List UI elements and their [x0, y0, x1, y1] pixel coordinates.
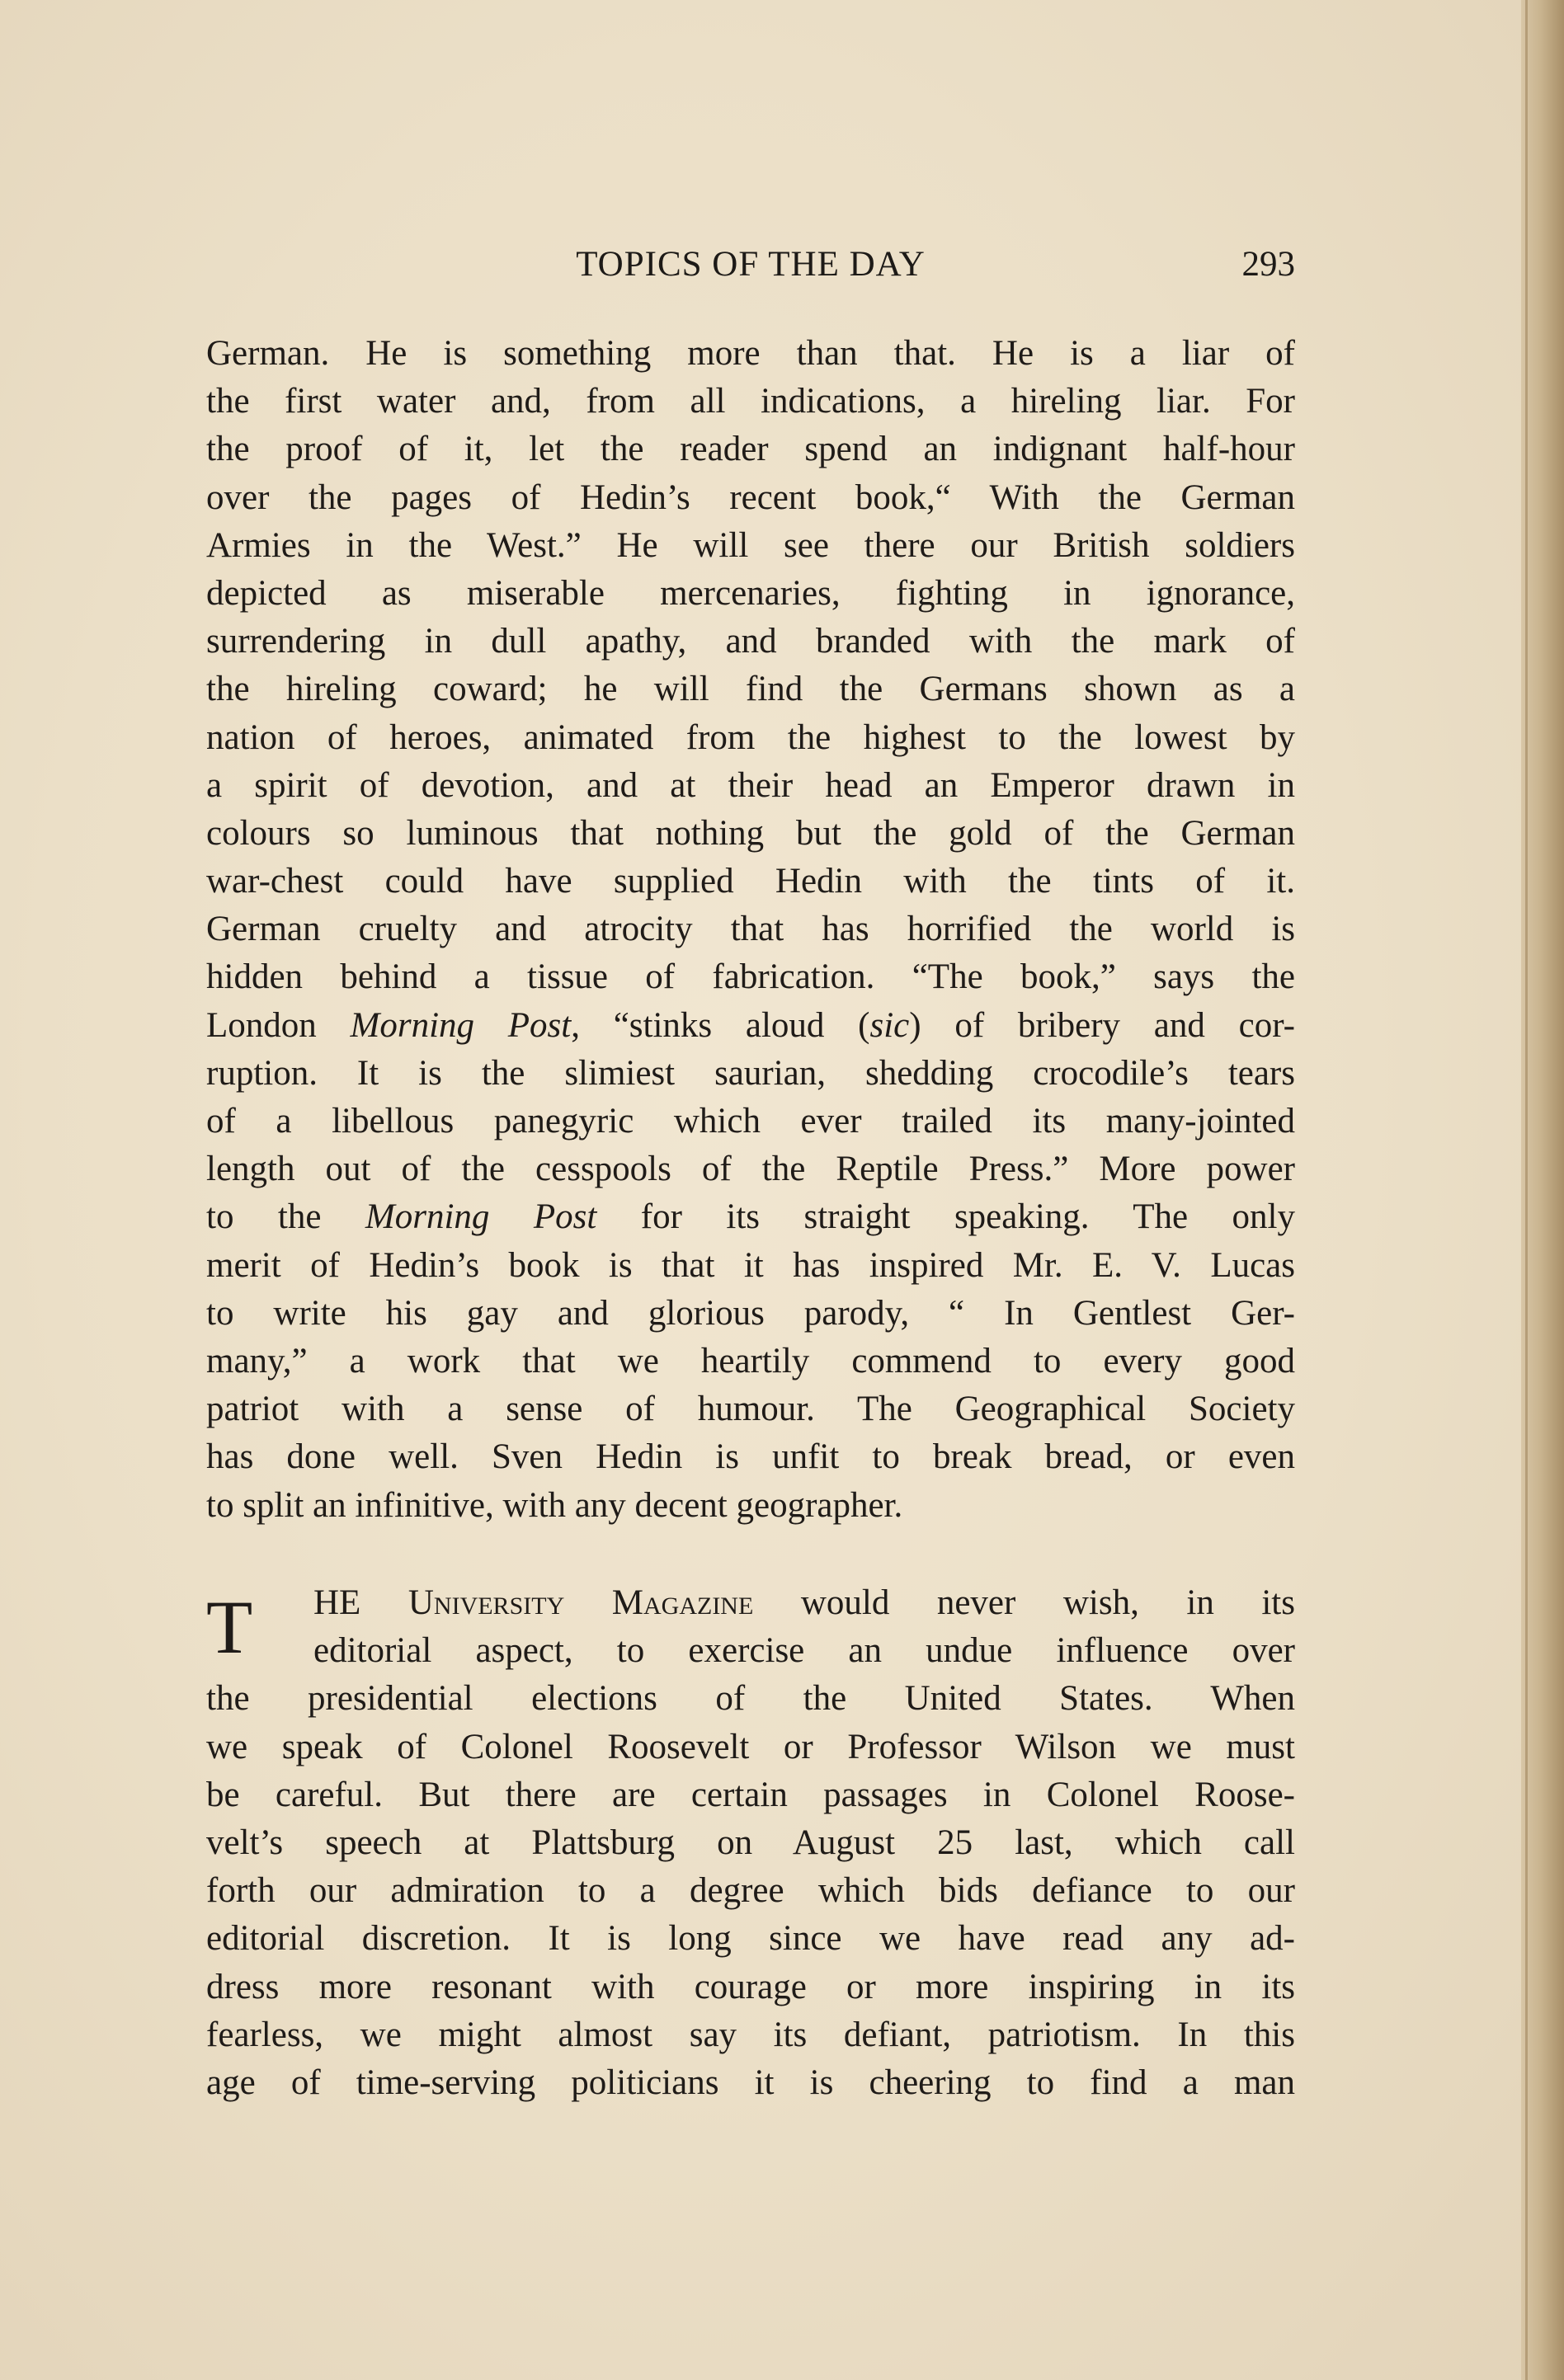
text-line: Armies in the West.” He will see there our British soldiers: [206, 525, 1295, 565]
text-line: dress more resonant with courage or more inspiring in its: [206, 1967, 1295, 2006]
paragraph-1: [206, 330, 1295, 1530]
italic-text: Morning Post: [365, 1197, 597, 1237]
text-line: ruption. It is the slimiest saurian, shedding crocodile’s tears: [206, 1053, 1295, 1093]
text-line: the hireling coward; he will find the Germans shown as a: [206, 670, 1295, 709]
text-line: velt’s speech at Plattsburg on August 25 last, which call: [206, 1823, 1295, 1862]
text-line: German cruelty and atrocity that has horrified the world is: [206, 910, 1295, 949]
text-line: the proof of it, let the reader spend an indignant half-hour: [206, 430, 1295, 469]
page-edge-shadow: [1525, 0, 1528, 2380]
text-line: has done well. Sven Hedin is unfit to break bread, or even: [206, 1437, 1295, 1477]
small-caps-text: University Magazine: [407, 1583, 754, 1622]
italic-text: Morning Post: [350, 1005, 572, 1045]
italic-text: sic: [869, 1005, 910, 1045]
text-line: fearless, we might almost say its defiant, patriotism. In this: [206, 2015, 1295, 2054]
text-line: of a libellous panegyric which ever trailed its many-jointed: [206, 1102, 1295, 1141]
text-line: to the Morning Post for its straight speaking. The only: [206, 1197, 1296, 1237]
text-line: German. He is something more than that. He is a liar of: [206, 334, 1295, 373]
text-line: patriot with a sense of humour. The Geographical Society: [206, 1390, 1295, 1429]
text-line: forth our admiration to a degree which bids defiance to our: [206, 1871, 1295, 1911]
running-head: TOPICS OF THE DAY: [576, 245, 926, 284]
text-line: hidden behind a tissue of fabrication. “The book,” says the: [206, 957, 1295, 997]
text-line: length out of the cesspools of the Reptile Press.” More power: [206, 1150, 1295, 1189]
text-line: a spirit of devotion, and at their head an Emperor drawn in: [206, 765, 1295, 805]
text-line: depicted as miserable mercenaries, fighting in ignorance,: [206, 573, 1295, 613]
text-line: the presidential elections of the United States. When: [206, 1679, 1295, 1719]
paragraph-2: [206, 1579, 1295, 2107]
text-line: over the pages of Hedin’s recent book,“ With the German: [206, 477, 1295, 517]
text-line: colours so luminous that nothing but the gold of the German: [206, 813, 1295, 853]
text-line: to split an infinitive, with any decent geographer.: [206, 1485, 903, 1525]
text-line: to write his gay and glorious parody, “ In Gentlest Ger-: [206, 1293, 1295, 1333]
text-line: London Morning Post, “stinks aloud (sic) of bribery and cor-: [206, 1005, 1295, 1045]
paragraph-2-opening: HE University Magazine would never wish, in its: [313, 1583, 1295, 1622]
text-line: merit of Hedin’s book is that it has inspired Mr. E. V. Lucas: [206, 1245, 1295, 1285]
text-line: editorial aspect, to exercise an undue influence over: [313, 1631, 1295, 1671]
text-line: editorial discretion. It is long since we have read any ad-: [206, 1919, 1295, 1959]
text-line: nation of heroes, animated from the highest to the lowest by: [206, 717, 1295, 757]
page-header: [206, 244, 1295, 302]
drop-cap: T: [206, 1585, 253, 1669]
text-line: many,” a work that we heartily commend to every good: [206, 1341, 1295, 1380]
text-line: we speak of Colonel Roosevelt or Professor Wilson we must: [206, 1727, 1295, 1766]
text-line: be careful. But there are certain passages in Colonel Roose-: [206, 1775, 1295, 1814]
text-line: surrendering in dull apathy, and branded with the mark of: [206, 622, 1295, 661]
text-line: age of time-serving politicians it is cheering to find a man: [206, 2063, 1295, 2102]
page-number: 293: [1241, 245, 1295, 284]
text-line: the first water and, from all indications, a hireling liar. For: [206, 382, 1295, 421]
text-line: war-chest could have supplied Hedin with the tints of it.: [206, 862, 1295, 901]
